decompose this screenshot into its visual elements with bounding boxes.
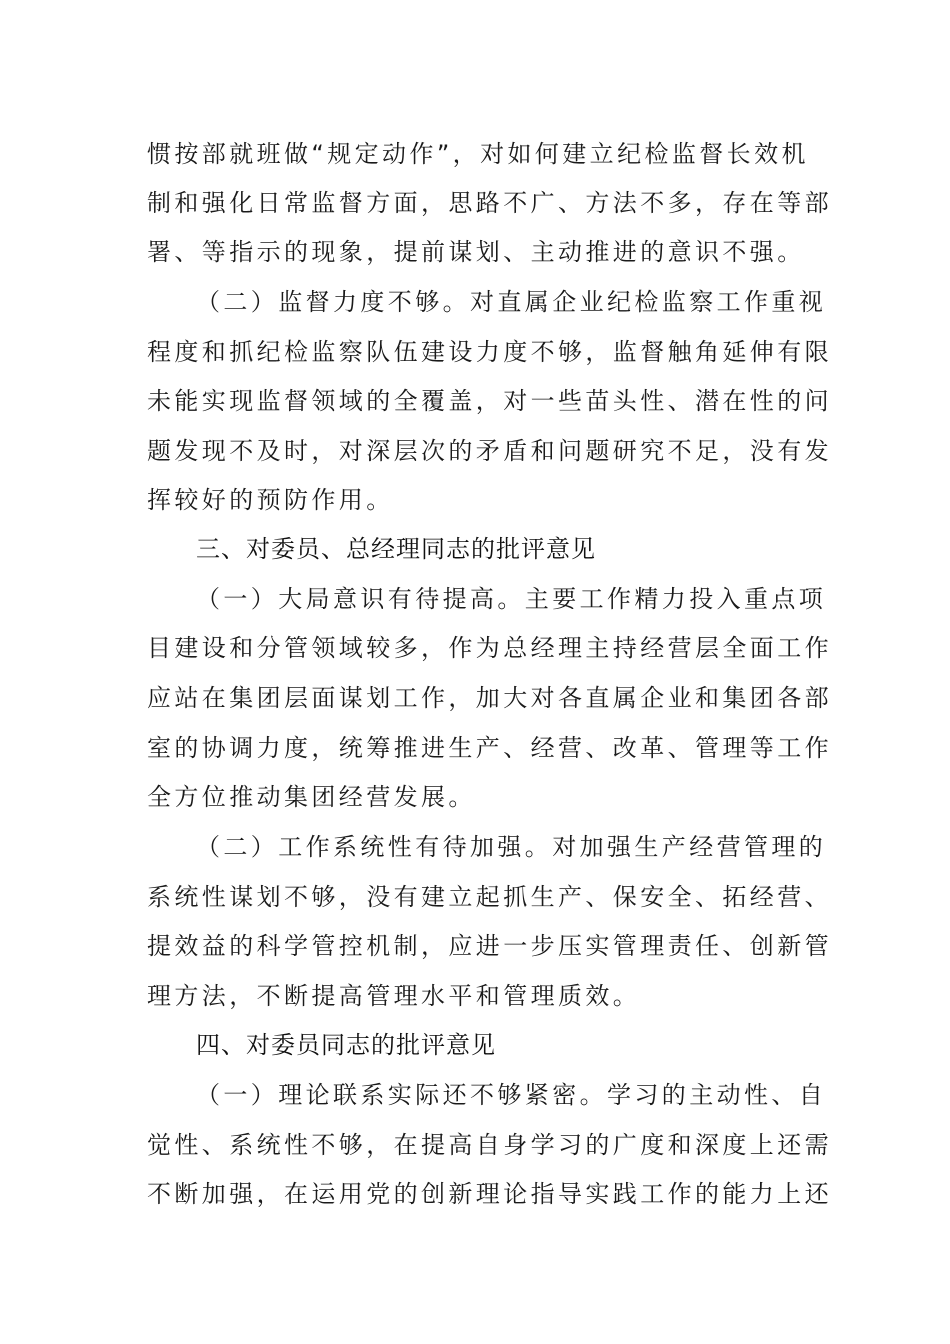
paragraph-line: 题发现不及时，对深层次的矛盾和问题研究不足，没有发 xyxy=(147,437,832,465)
paragraph-line: 惯按部就班做“规定动作”，对如何建立纪检监督长效机 xyxy=(147,140,809,168)
section-heading: 四、对委员同志的批评意见 xyxy=(196,1031,496,1059)
paragraph-line: 室的协调力度，统筹推进生产、经营、改革、管理等工作 xyxy=(147,734,832,762)
paragraph-line: 目建设和分管领域较多，作为总经理主持经营层全面工作 xyxy=(147,634,832,662)
paragraph-line: 署、等指示的现象，提前谋划、主动推进的意识不强。 xyxy=(147,238,805,266)
paragraph-line: 不断加强，在运用党的创新理论指导实践工作的能力上还 xyxy=(147,1180,832,1208)
paragraph-line: （二）监督力度不够。对直属企业纪检监察工作重视 xyxy=(196,288,827,316)
paragraph-line: 应站在集团层面谋划工作，加大对各直属企业和集团各部 xyxy=(147,684,832,712)
paragraph-line: 未能实现监督领域的全覆盖，对一些苗头性、潜在性的问 xyxy=(147,387,832,415)
paragraph-line: 制和强化日常监督方面，思路不广、方法不多，存在等部 xyxy=(147,189,832,217)
paragraph-line: 系统性谋划不够，没有建立起抓生产、保安全、拓经营、 xyxy=(147,883,832,911)
paragraph-line: 全方位推动集团经营发展。 xyxy=(147,783,476,811)
paragraph-line: 理方法，不断提高管理水平和管理质效。 xyxy=(147,982,641,1010)
paragraph-line: 挥较好的预防作用。 xyxy=(147,486,394,514)
section-heading: 三、对委员、总经理同志的批评意见 xyxy=(196,535,596,563)
paragraph-line: （一）理论联系实际还不够紧密。学习的主动性、自 xyxy=(196,1081,827,1109)
paragraph-line: 程度和抓纪检监察队伍建设力度不够，监督触角延伸有限 xyxy=(147,338,832,366)
paragraph-line: （一）大局意识有待提高。主要工作精力投入重点项 xyxy=(196,585,827,613)
paragraph-line: 觉性、系统性不够，在提高自身学习的广度和深度上还需 xyxy=(147,1131,832,1159)
paragraph-line: 提效益的科学管控机制，应进一步压实管理责任、创新管 xyxy=(147,932,832,960)
paragraph-line: （二）工作系统性有待加强。对加强生产经营管理的 xyxy=(196,833,827,861)
